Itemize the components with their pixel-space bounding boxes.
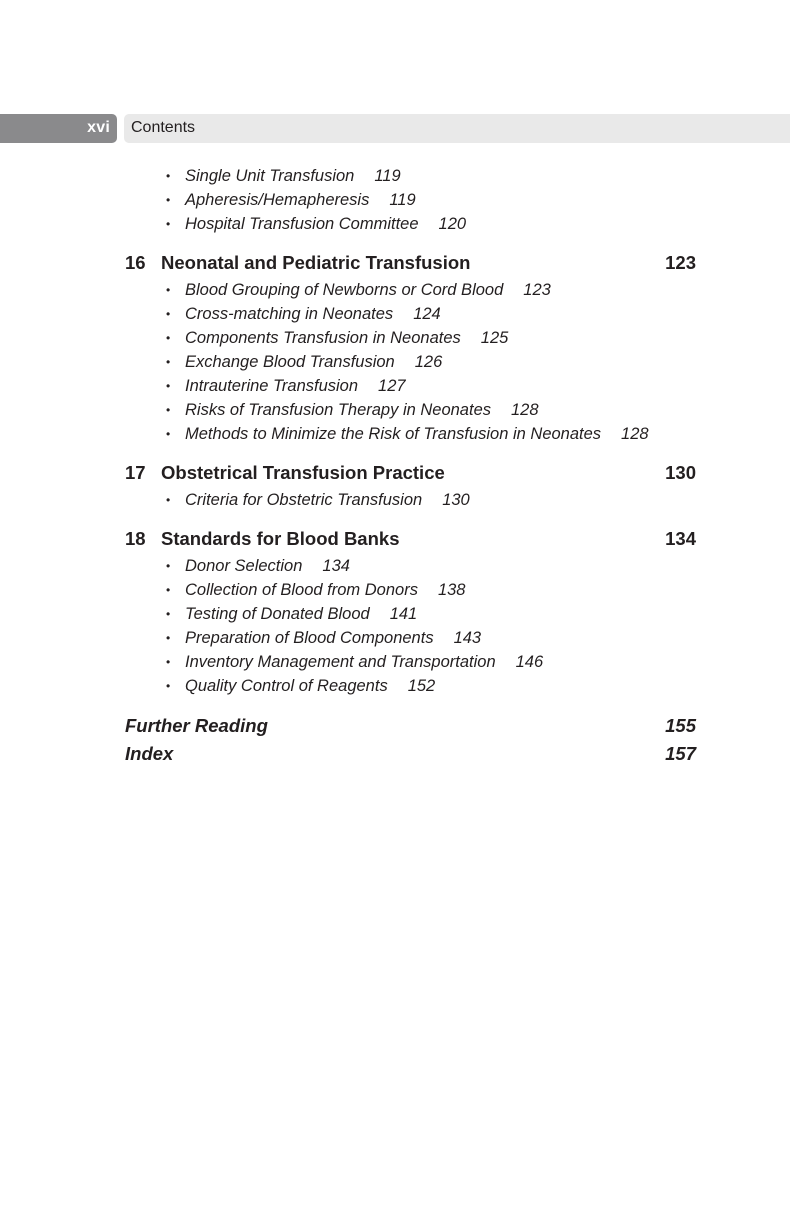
subentry-title: Inventory Management and Transportation — [185, 653, 496, 671]
subentry-title: Apheresis/Hemapheresis — [185, 191, 370, 209]
toc-subentry[interactable] — [0, 650, 790, 674]
toc-subentry[interactable] — [0, 398, 790, 422]
toc-subentry[interactable] — [0, 422, 790, 446]
subentry-page: 141 — [389, 605, 418, 623]
subentry-page: 143 — [453, 629, 482, 647]
table-of-contents — [0, 164, 790, 768]
chapter-page: 123 — [665, 252, 696, 273]
bullet-icon: • — [166, 583, 171, 597]
page-folio: xvi — [87, 119, 110, 136]
running-title-bar — [124, 114, 790, 143]
folio-box — [0, 114, 117, 143]
chapter-16-sections — [0, 278, 790, 446]
subentry-title: Criteria for Obstetric Transfusion — [185, 491, 423, 509]
subentry-title: Blood Grouping of Newborns or Cord Blood — [185, 281, 504, 299]
toc-subentry[interactable] — [0, 164, 790, 188]
subentry-page: 138 — [437, 581, 466, 599]
subentry-title: Components Transfusion in Neonates — [185, 329, 461, 347]
bullet-icon: • — [166, 493, 171, 507]
toc-subentry[interactable] — [0, 212, 790, 236]
bullet-icon: • — [166, 169, 171, 183]
bullet-icon: • — [166, 427, 171, 441]
back-matter-page: 157 — [665, 743, 696, 764]
subentry-page: 125 — [480, 329, 509, 347]
chapter-number: 17 — [125, 462, 146, 483]
toc-subentry[interactable] — [0, 188, 790, 212]
subentry-title: Risks of Transfusion Therapy in Neonates — [185, 401, 491, 419]
subentry-page: 119 — [389, 191, 416, 209]
toc-index[interactable] — [0, 740, 790, 768]
toc-subentry[interactable] — [0, 278, 790, 302]
toc-chapter-16[interactable] — [0, 248, 790, 278]
subentry-page: 146 — [515, 653, 544, 671]
chapter-page: 130 — [665, 462, 696, 483]
back-matter-title: Index — [125, 743, 174, 764]
toc-subentry[interactable] — [0, 302, 790, 326]
bullet-icon: • — [166, 679, 171, 693]
subentry-page: 130 — [442, 491, 470, 509]
toc-subentry[interactable] — [0, 626, 790, 650]
toc-subentry[interactable] — [0, 554, 790, 578]
bullet-icon: • — [166, 307, 171, 321]
toc-subentry[interactable] — [0, 674, 790, 698]
toc-chapter-17[interactable] — [0, 458, 790, 488]
subentry-title: Donor Selection — [185, 557, 303, 575]
subentry-title: Single Unit Transfusion — [185, 167, 355, 185]
chapter-number: 16 — [125, 252, 146, 273]
chapter-18-sections — [0, 554, 790, 698]
bullet-icon: • — [166, 655, 171, 669]
running-title: Contents — [131, 119, 196, 136]
chapter-17-sections — [0, 488, 790, 512]
back-matter-page: 155 — [665, 715, 696, 736]
subentry-title: Hospital Transfusion Committee — [185, 215, 419, 233]
subentry-title: Preparation of Blood Components — [185, 629, 434, 647]
bullet-icon: • — [166, 355, 171, 369]
chapter-title: Obstetrical Transfusion Practice — [161, 462, 445, 483]
toc-further-reading[interactable] — [0, 712, 790, 740]
continued-section-list — [0, 164, 790, 236]
subentry-page: 120 — [438, 215, 467, 233]
subentry-page: 128 — [621, 425, 649, 443]
toc-subentry[interactable] — [0, 488, 790, 512]
bullet-icon: • — [166, 331, 171, 345]
subentry-title: Exchange Blood Transfusion — [185, 353, 395, 371]
subentry-page: 152 — [407, 677, 436, 695]
subentry-page: 128 — [511, 401, 539, 419]
subentry-page: 123 — [523, 281, 551, 299]
bullet-icon: • — [166, 379, 171, 393]
chapter-page: 134 — [665, 528, 696, 549]
bullet-icon: • — [166, 403, 171, 417]
bullet-icon: • — [166, 217, 171, 231]
subentry-page: 119 — [374, 167, 401, 185]
bullet-icon: • — [166, 631, 171, 645]
chapter-title: Neonatal and Pediatric Transfusion — [161, 252, 471, 273]
subentry-title: Cross-matching in Neonates — [185, 305, 394, 323]
toc-subentry[interactable] — [0, 602, 790, 626]
subentry-page: 127 — [378, 377, 406, 395]
chapter-title: Standards for Blood Banks — [161, 528, 400, 549]
bullet-icon: • — [166, 283, 171, 297]
back-matter-title: Further Reading — [125, 715, 268, 736]
subentry-page: 126 — [414, 353, 443, 371]
bullet-icon: • — [166, 607, 171, 621]
subentry-title: Intrauterine Transfusion — [185, 377, 359, 395]
subentry-page: 124 — [413, 305, 441, 323]
subentry-title: Collection of Blood from Donors — [185, 581, 418, 599]
toc-subentry[interactable] — [0, 326, 790, 350]
bullet-icon: • — [166, 193, 171, 207]
subentry-page: 134 — [322, 557, 350, 575]
running-header — [0, 114, 790, 143]
toc-subentry[interactable] — [0, 374, 790, 398]
toc-chapter-18[interactable] — [0, 524, 790, 554]
chapter-number: 18 — [125, 528, 146, 549]
toc-subentry[interactable] — [0, 350, 790, 374]
subentry-title: Testing of Donated Blood — [185, 605, 370, 623]
toc-subentry[interactable] — [0, 578, 790, 602]
subentry-title: Methods to Minimize the Risk of Transfusion in Neonates — [185, 425, 602, 443]
subentry-title: Quality Control of Reagents — [185, 677, 388, 695]
bullet-icon: • — [166, 559, 171, 573]
